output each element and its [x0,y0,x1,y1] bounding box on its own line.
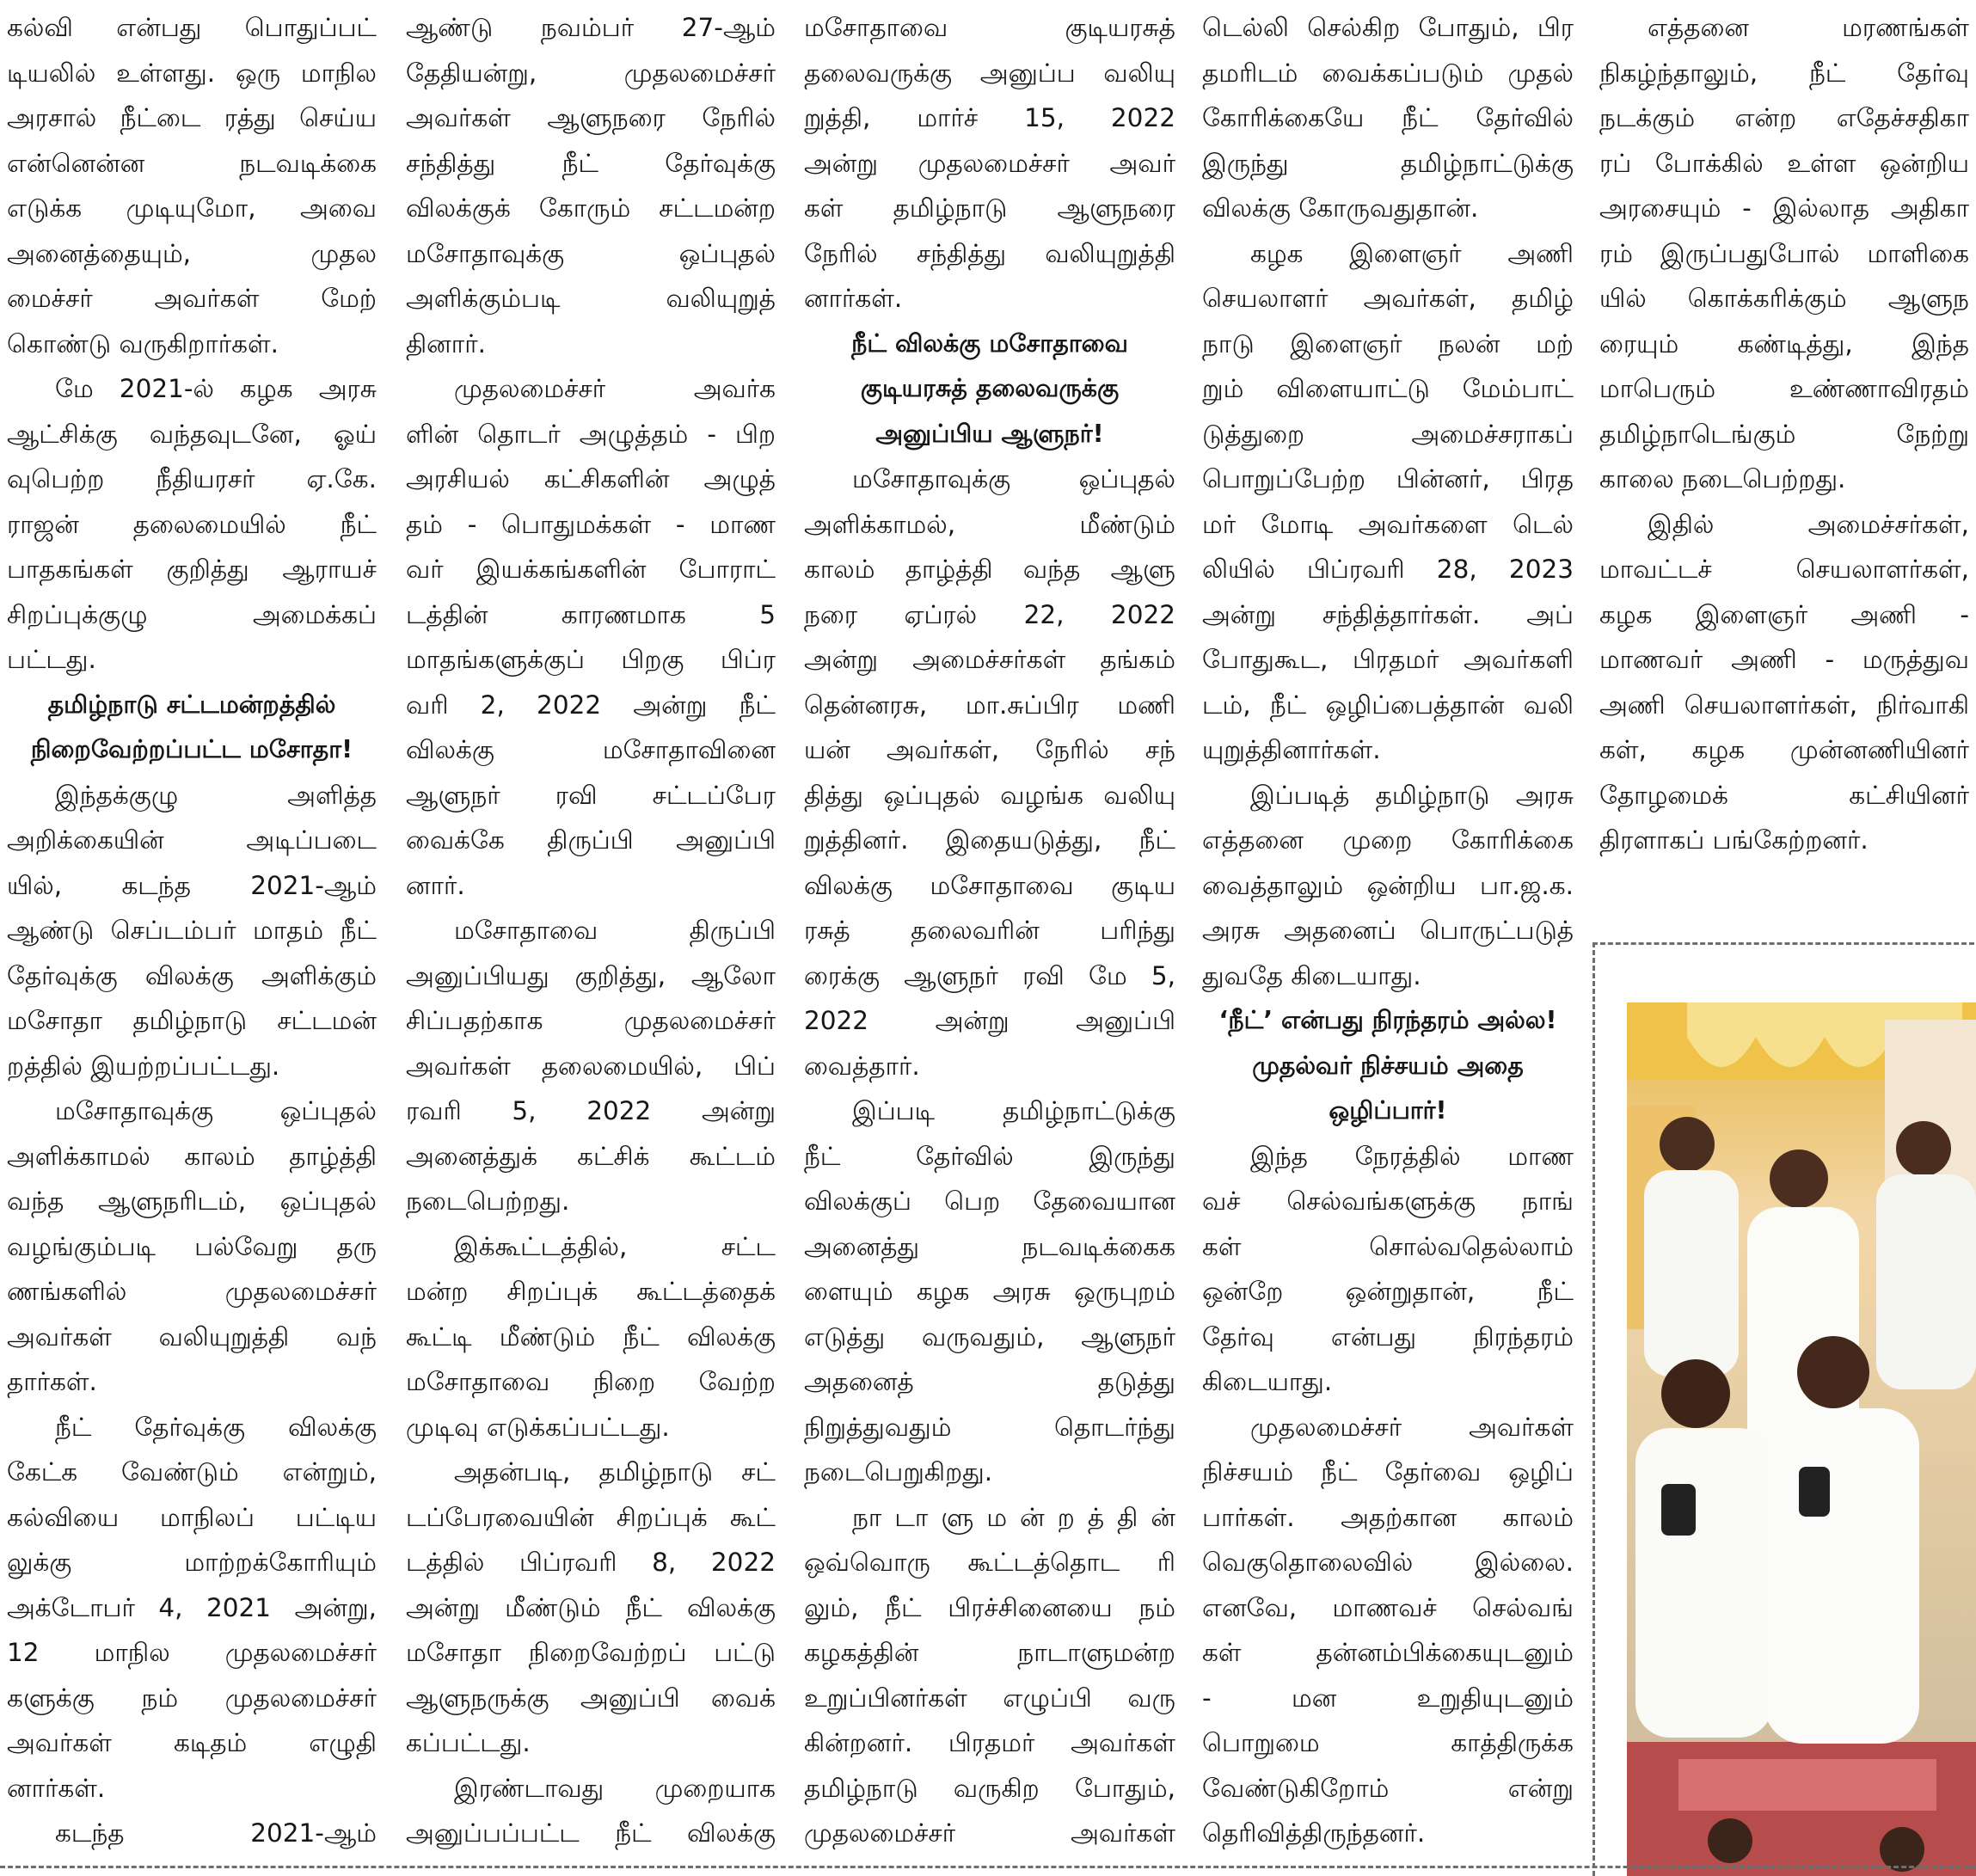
text-line: தோழமைக் கட்சியினர் [1599,780,1969,810]
text-line: மன்ற சிறப்புக் கூட்டத்தைக் [406,1277,776,1306]
article-column-5 [1599,5,1969,863]
text-line: நேரில் சந்தித்து வலியுறுத்தி [804,238,1175,268]
article-column-3 [804,5,1175,1856]
text-line: னார். [406,870,465,900]
text-line: முடிவு எடுக்கப்பட்டது. [406,1412,670,1442]
text-line: அனுப்பிய ஆளுநர்! [875,419,1104,448]
text-line: காலம் தாழ்த்தி வந்த ஆளு [804,555,1175,584]
text-line: நிகழ்ந்தாலும், நீட் தேர்வு [1599,58,1969,88]
text-line: வரி 2, 2022 அன்று நீட் [406,690,776,720]
article-column-2 [406,5,776,1856]
text-line: அவர்கள் வலியுறுத்தி வந் [7,1321,377,1352]
text-line: அரசு அதனைப் பொருட்படுத் [1202,916,1574,945]
event-photo [1627,1002,1976,1876]
text-line: கடந்த 2021-ஆம் [55,1818,377,1848]
text-line: டத்தில் பிப்ரவரி 8, 2022 [406,1548,776,1577]
text-line: போதுகூட, பிரதமர் அவர்களி [1202,645,1574,674]
text-line: அன்று மீண்டும் நீட் விலக்கு [406,1592,776,1622]
text-line: தமிழ்நாடு வருகிற போதும், [804,1773,1175,1803]
text-line: அரசையும் - இல்லாத அதிகா [1599,193,1969,223]
text-line: ஆட்சிக்கு வந்தவுடனே, ஓய் [7,419,377,449]
text-line: நா டா ளு ம ன் ற த் தி ன் [852,1502,1175,1532]
text-line: டம், நீட் ஒழிப்பைத்தான் வலி [1202,690,1574,720]
text-line: வைத்தாலும் ஒன்றிய பா.ஜ.க. [1202,870,1574,900]
text-line: விலக்குப் பெற தேவையான [804,1186,1175,1216]
text-line: மே 2021-ல் கழக அரசு [55,374,377,403]
paragraph [406,1450,776,1766]
text-line: நீட் விலக்கு மசோதாவை [851,328,1128,358]
text-line: பட்டது. [7,645,96,674]
text-line: ஆளுநருக்கு அனுப்பி வைக் [406,1683,776,1713]
paragraph [1202,1134,1574,1405]
text-line: இந்தக்குழு அளித்த [55,780,377,810]
text-line: முதலமைச்சர் அவர்கள் [1250,1412,1574,1442]
text-line: நரை ஏப்ரல் 22, 2022 [804,599,1175,629]
text-line: றும் விளையாட்டு மேம்பாட் [1202,374,1574,403]
text-line: அன்று சந்தித்தார்கள். அப் [1202,599,1574,629]
text-line: கள் தமிழ்நாடு ஆளுநரை [804,193,1175,223]
paragraph [406,1224,776,1450]
text-line: லும், நீட் பிரச்சினையை நம் [804,1592,1175,1622]
subheading [804,322,1175,457]
bottom-dashed-rule [0,1866,1976,1868]
paragraph [1599,502,1969,863]
article-column-1 [7,5,377,1856]
text-line: மாதங்களுக்குப் பிறகு பிப்ர [406,645,776,674]
text-line: வைக்கே திருப்பி அனுப்பி [406,825,776,855]
text-line: 12 மாநில முதலமைச்சர் [7,1638,377,1667]
text-line: லுக்கு மாற்றக்கோரியும் [7,1548,377,1577]
text-line: ளையும் கழக அரசு ஒருபுறம் [804,1277,1175,1306]
text-line: மசோதாவுக்கு ஒப்புதல் [55,1096,377,1125]
text-line: ஒழிப்பார்! [1329,1096,1447,1125]
text-line: பொறுமை காத்திருக்க [1202,1728,1574,1757]
subheading [7,683,377,773]
text-line: அனைத்துக் கட்சிக் கூட்டம் [406,1141,776,1171]
text-line: மாவட்டச் செயலாளர்கள், [1599,555,1969,584]
text-line: முதலமைச்சர் அவர்கள் [804,1818,1175,1848]
text-line: ரைக்கு ஆளுநர் ரவி மே 5, [804,960,1175,990]
text-line: ரம் இருப்பதுபோல் மாளிகை [1599,238,1969,268]
paragraph [804,1495,1175,1856]
text-line: கல்வியை மாநிலப் பட்டிய [7,1502,377,1532]
text-line: னார்கள். [7,1773,106,1803]
text-line: கின்றனர். பிரதமர் அவர்கள் [804,1728,1175,1757]
text-line: தார்கள். [7,1367,97,1396]
text-line: னார்கள். [804,284,903,313]
text-line: தென்னரசு, மா.சுப்பிர மணி [804,690,1175,720]
text-line: அனுப்பப்பட்ட நீட் விலக்கு [406,1818,776,1848]
text-line: டுத்துறை அமைச்சராகப் [1202,419,1574,449]
article-column-4 [1202,5,1574,1856]
paragraph [7,773,377,1089]
text-line: தமிழ்நாடெங்கும் நேற்று [1599,419,1969,449]
text-line: ஆண்டு செப்டம்பர் மாதம் நீட் [7,916,377,945]
text-line: கள் சொல்வதெல்லாம் [1202,1231,1574,1261]
text-line: முதல்வர் நிச்சயம் அதை [1252,1051,1524,1080]
text-line: அளிக்காமல் காலம் தாழ்த்தி [7,1141,377,1171]
text-line: 2022 அன்று அனுப்பி [804,1006,1175,1035]
text-line: ராஜன் தலைமையில் நீட் [7,509,377,539]
text-line: தமரிடம் வைக்கப்படும் முதல் [1202,58,1574,88]
text-line: நாடு இளைஞர் நலன் மற் [1202,328,1574,359]
text-line: தமிழ்நாடு சட்டமன்றத்தில் [47,690,336,719]
text-line: முதலமைச்சர் அவர்க [454,374,776,403]
text-line: அவர்கள் கடிதம் எழுதி [7,1728,377,1757]
paragraph [804,5,1175,322]
text-line: றுத்தி, மார்ச் 15, 2022 [804,103,1175,132]
text-line: மசோதாவை குடியரசுத் [804,13,1175,42]
text-line: ரசுத் தலைவரின் பரிந்து [804,916,1175,945]
text-line: டெல்லி செல்கிற போதும், பிர [1202,13,1574,42]
text-line: கொண்டு வருகிறார்கள். [7,328,279,359]
text-line: வந்த ஆளுநரிடம், ஒப்புதல் [7,1186,377,1216]
text-line: நடைபெறுகிறது. [804,1457,993,1487]
text-line: இப்படி தமிழ்நாட்டுக்கு [852,1096,1175,1125]
text-line: அனைத்தையும், முதல [7,238,377,268]
text-line: அதனைத் தடுத்து [804,1367,1175,1396]
text-line: நிறுத்துவதும் தொடர்ந்து [804,1412,1175,1442]
paragraph [7,1088,377,1405]
text-line: ரையும் கண்டித்து, இந்த [1599,328,1969,359]
text-line: ஒவ்வொரு கூட்டத்தொட ரி [804,1548,1175,1577]
text-line: மசோதாவை நிறை வேற்ற [406,1367,776,1396]
paragraph [1202,1405,1574,1856]
text-line: மாபெரும் உண்ணாவிரதம் [1599,374,1969,403]
text-line: சிறப்புக்குழு அமைக்கப் [7,599,377,629]
text-line: நீட் தேர்வில் இருந்து [804,1141,1175,1171]
text-line: இதில் அமைச்சர்கள், [1648,509,1969,539]
text-line: களுக்கு நம் முதலமைச்சர் [7,1683,377,1713]
paragraph [1202,773,1574,999]
text-line: கிடையாது. [1202,1367,1333,1396]
text-line: கோரிக்கையே நீட் தேர்வில் [1202,103,1574,132]
text-line: கள் தன்னம்பிக்கையுடனும் [1202,1638,1574,1667]
text-line: மசோதாவை திருப்பி [454,916,776,945]
text-line: தித்து ஒப்புதல் வழங்க வலியு [804,780,1175,810]
text-line: அனைத்து நடவடிக்கைக [804,1231,1175,1261]
text-line: நிச்சயம் நீட் தேர்வை ஒழிப் [1202,1457,1574,1487]
text-line: கூட்டி மீண்டும் நீட் விலக்கு [406,1321,776,1352]
text-line: யில், கடந்த 2021-ஆம் [7,870,377,900]
text-line: எனவே, மாணவச் செல்வங் [1202,1592,1574,1622]
text-line: அரசியல் கட்சிகளின் அழுத் [406,464,776,494]
text-line: தலைவருக்கு அனுப்ப வலியு [804,58,1175,88]
text-line: யுறுத்தினார்கள். [1202,735,1381,764]
text-line: அரசால் நீட்டை ரத்து செய்ய [7,103,377,132]
text-line: மர் மோடி அவர்களை டெல் [1202,509,1574,539]
text-line: அவர்கள் ஆளுநரை நேரில் [406,103,776,132]
text-line: நடக்கும் என்ற எதேச்சதிகா [1599,103,1969,132]
text-line: ‘நீட்’ என்பது நிரந்தரம் அல்ல! [1218,1006,1557,1034]
text-line: கப்பட்டது. [406,1728,531,1757]
text-line: வழங்கும்படி பல்வேறு தரு [7,1231,377,1261]
text-line: நடைபெற்றது. [406,1186,570,1216]
text-line: விலக்கு மசோதாவினை [406,735,776,764]
text-line: தேர்வுக்கு விலக்கு அளிக்கும் [7,960,377,990]
paragraph [804,1088,1175,1495]
text-line: அன்று முதலமைச்சர் அவர் [804,148,1175,178]
text-line: திரளாகப் பங்கேற்றனர். [1599,825,1869,855]
text-line: டத்தின் காரணமாக 5 [406,599,776,629]
paragraph [7,1405,377,1812]
text-line: லியில் பிப்ரவரி 28, 2023 [1202,555,1574,584]
text-line: கள், கழக முன்னணியினர் [1599,735,1969,764]
text-line: மசோதா தமிழ்நாடு சட்டமன் [7,1006,377,1035]
text-line: உறுப்பினர்கள் எழுப்பி வரு [804,1683,1175,1713]
text-line: யில் கொக்கரிக்கும் ஆளுந [1599,284,1969,313]
text-line: அதன்படி, தமிழ்நாடு சட் [454,1457,776,1487]
text-line: அறிக்கையின் அடிப்படை [7,825,377,855]
text-line: பாதகங்கள் குறித்து ஆராயச் [7,555,377,584]
text-line: விலக்கு மசோதாவை குடிய [804,870,1175,900]
text-line: செயலாளர் அவர்கள், தமிழ் [1202,284,1574,313]
text-line: இக்கூட்டத்தில், சட்ட [454,1231,776,1261]
paragraph [1599,5,1969,502]
text-line: அளிக்கும்படி வலியுறுத் [406,284,776,313]
text-line: காலை நடைபெற்றது. [1599,464,1846,494]
text-line: அளிக்காமல், மீண்டும் [804,509,1175,539]
paragraph [804,457,1175,1088]
text-line: மசோதாவுக்கு ஒப்புதல் [406,238,776,268]
text-line: மைச்சர் அவர்கள் மேற் [7,284,377,313]
event-photo-illustration [1627,1002,1976,1876]
text-line: எடுக்க முடியுமோ, அவை [7,193,377,223]
text-line: இந்த நேரத்தில் மாண [1250,1141,1574,1171]
text-line: பொறுப்பேற்ற பின்னர், பிரத [1202,464,1574,494]
text-line: விலக்கு கோருவதுதான். [1202,193,1479,223]
text-line: அவர்கள் தலைமையில், பிப் [406,1051,776,1081]
text-line: ஆளுநர் ரவி சட்டப்பேர [406,780,776,810]
text-line: அன்று அமைச்சர்கள் தங்கம் [804,645,1175,674]
text-line: வைத்தார். [804,1051,920,1081]
text-line: ரப் போக்கில் உள்ள ஒன்றிய [1599,148,1969,178]
text-line: ளின் தொடர் அழுத்தம் - பிற [406,419,776,449]
text-line: எத்தனை முறை கோரிக்கை [1202,825,1574,855]
text-line: ணங்களில் முதலமைச்சர் [7,1277,377,1306]
paragraph [1202,231,1574,773]
paragraph [406,5,776,366]
text-line: எத்தனை மரணங்கள் [1648,13,1969,42]
text-line: மாணவர் அணி - மருத்துவ [1599,645,1969,674]
text-line: விலக்குக் கோரும் சட்டமன்ற [406,193,776,223]
text-line: நிறைவேற்றப்பட்ட மசோதா! [30,735,353,763]
text-line: தெரிவித்திருந்தனர். [1202,1818,1426,1848]
text-line: தேர்வு என்பது நிரந்தரம் [1202,1321,1574,1352]
text-line: மசோதாவுக்கு ஒப்புதல் [852,464,1175,494]
text-line: இப்படித் தமிழ்நாடு அரசு [1250,780,1574,810]
text-line: சிப்பதற்காக முதலமைச்சர் [406,1006,776,1035]
text-line: தினார். [406,328,486,359]
paragraph [406,1766,776,1856]
text-line: என்னென்ன நடவடிக்கை [7,148,377,178]
text-line: சந்தித்து நீட் தேர்வுக்கு [406,148,776,178]
text-line: மசோதா நிறைவேற்றப் பட்டு [406,1638,776,1667]
text-line: அக்டோபர் 4, 2021 அன்று, [7,1592,377,1622]
text-line: துவதே கிடையாது. [1202,960,1421,990]
text-line: தேதியன்று, முதலமைச்சர் [406,58,776,88]
text-line: யன் அவர்கள், நேரில் சந் [804,735,1175,764]
text-line: வர் இயக்கங்களின் போராட் [406,555,776,584]
text-line: அணி செயலாளர்கள், நிர்வாகி [1599,690,1969,720]
paragraph [7,1811,377,1856]
text-line: கழகத்தின் நாடாளுமன்ற [804,1638,1175,1667]
text-line: குடியரசுத் தலைவருக்கு [860,374,1120,402]
text-line: டியலில் உள்ளது. ஒரு மாநில [7,58,377,88]
paragraph [7,5,377,366]
text-line: - மன உறுதியுடனும் [1202,1683,1574,1713]
text-line: வச் செல்வங்களுக்கு நாங் [1202,1186,1574,1216]
text-line: வேண்டுகிறோம் என்று [1202,1773,1574,1803]
text-line: தம் - பொதுமக்கள் - மாண [406,509,776,539]
text-line: றுத்தினர். இதையடுத்து, நீட் [804,825,1175,855]
text-line: இரண்டாவது முறையாக [454,1773,776,1803]
text-line: ஒன்றே ஒன்றுதான், நீட் [1202,1277,1574,1306]
text-line: அனுப்பியது குறித்து, ஆலோ [406,960,776,990]
text-line: வுபெற்ற நீதியரசர் ஏ.கே. [7,464,377,494]
text-line: டப்பேரவையின் சிறப்புக் கூட் [406,1502,776,1532]
text-line: கழக இளைஞர் அணி - [1599,599,1969,629]
text-line: கேட்க வேண்டும் என்றும், [7,1457,377,1487]
text-line: வெகுதொலைவில் இல்லை. [1202,1548,1574,1577]
text-line: கழக இளைஞர் அணி [1250,238,1574,268]
text-line: ஆண்டு நவம்பர் 27-ஆம் [406,13,776,42]
subheading [1202,998,1574,1134]
paragraph [406,908,776,1224]
text-line: ரவரி 5, 2022 அன்று [406,1096,776,1125]
text-line: றத்தில் இயற்றப்பட்டது. [7,1051,280,1081]
text-line: இருந்து தமிழ்நாட்டுக்கு [1202,148,1574,178]
text-line: நீட் தேர்வுக்கு விலக்கு [55,1412,377,1442]
paragraph [7,366,377,683]
text-line: எடுத்து வருவதும், ஆளுநர் [804,1321,1175,1352]
paragraph [406,366,776,908]
paragraph [1202,5,1574,231]
text-line: பார்கள். அதற்கான காலம் [1202,1502,1574,1532]
text-line: கல்வி என்பது பொதுப்பட் [7,13,377,42]
